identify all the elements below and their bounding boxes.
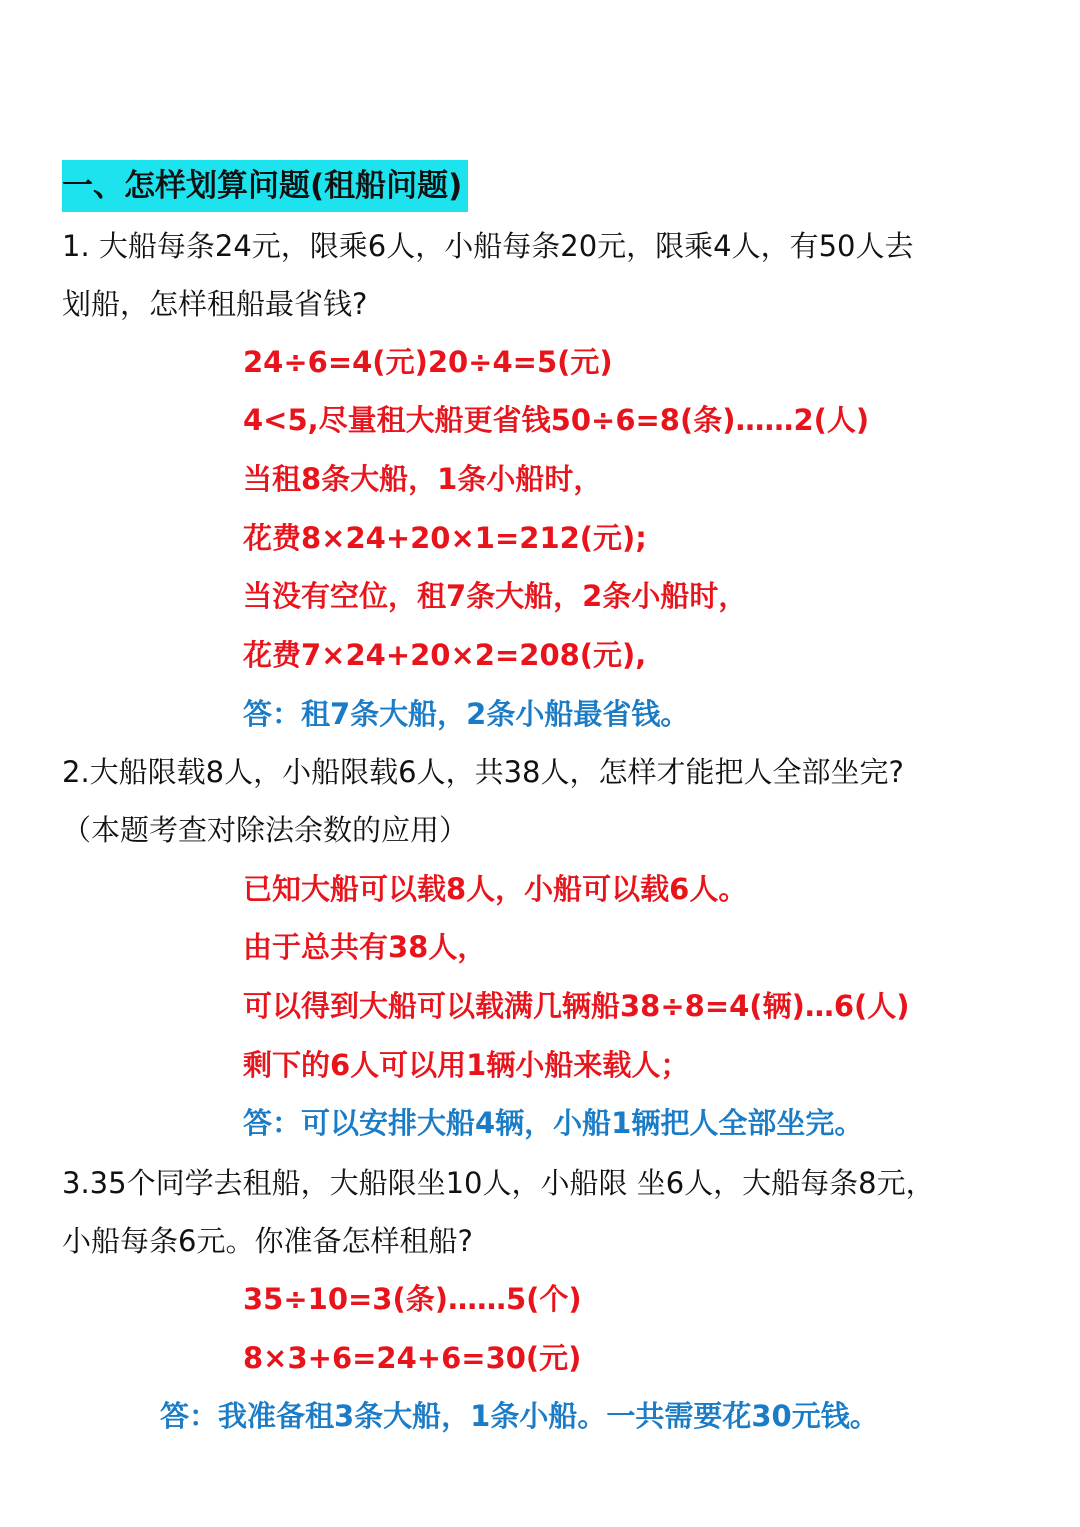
problem-2-question-line-2: （本题考查对除法余数的应用） [62, 813, 469, 847]
problem-3-question-line-1: 3.35个同学去租船，大船限坐10人，小船限 坐6人，大船每条8元， [62, 1166, 935, 1200]
problem-1-solution-line-5: 当没有空位，租7条大船，2条小船时， [243, 579, 748, 613]
problem-1-solution-line-4: 花费8×24+20×1=212(元); [243, 521, 647, 555]
problem-1-question-line-2: 划船，怎样租船最省钱? [62, 287, 368, 321]
problem-3-question-line-2: 小船每条6元。你准备怎样租船? [62, 1224, 473, 1258]
problem-2-solution-line-4: 剩下的6人可以用1辆小船来载人； [243, 1048, 690, 1082]
problem-2-answer: 答：可以安排大船4辆，小船1辆把人全部坐完。 [243, 1106, 864, 1140]
problem-2-solution-line-2: 由于总共有38人， [243, 930, 487, 964]
problem-1-solution-line-2: 4<5,尽量租大船更省钱50÷6=8(条)……2(人) [243, 403, 870, 437]
problem-1-solution-line-1: 24÷6=4(元)20÷4=5(元) [243, 345, 613, 379]
problem-1-solution-line-6: 花费7×24+20×2=208(元), [243, 638, 647, 672]
problem-1-question-line-1: 1. 大船每条24元，限乘6人，小船每条20元，限乘4人，有50人去 [62, 229, 914, 263]
problem-1-solution-line-3: 当租8条大船，1条小船时， [243, 462, 603, 496]
problem-3-answer: 答：我准备租3条大船，1条小船。一共需要花30元钱。 [160, 1399, 879, 1433]
problem-3-solution-line-2: 8×3+6=24+6=30(元) [243, 1341, 582, 1375]
problem-2-question-line-1: 2.大船限载8人，小船限载6人，共38人，怎样才能把人全部坐完? [62, 755, 904, 789]
section-heading: 一、怎样划算问题(租船问题) [62, 160, 468, 212]
problem-1-answer: 答：租7条大船，2条小船最省钱。 [243, 697, 690, 731]
problem-2-solution-line-3: 可以得到大船可以载满几辆船38÷8=4(辆)…6(人) [243, 989, 910, 1023]
problem-2-solution-line-1: 已知大船可以载8人，小船可以载6人。 [243, 872, 748, 906]
problem-3-solution-line-1: 35÷10=3(条)……5(个) [243, 1282, 582, 1316]
